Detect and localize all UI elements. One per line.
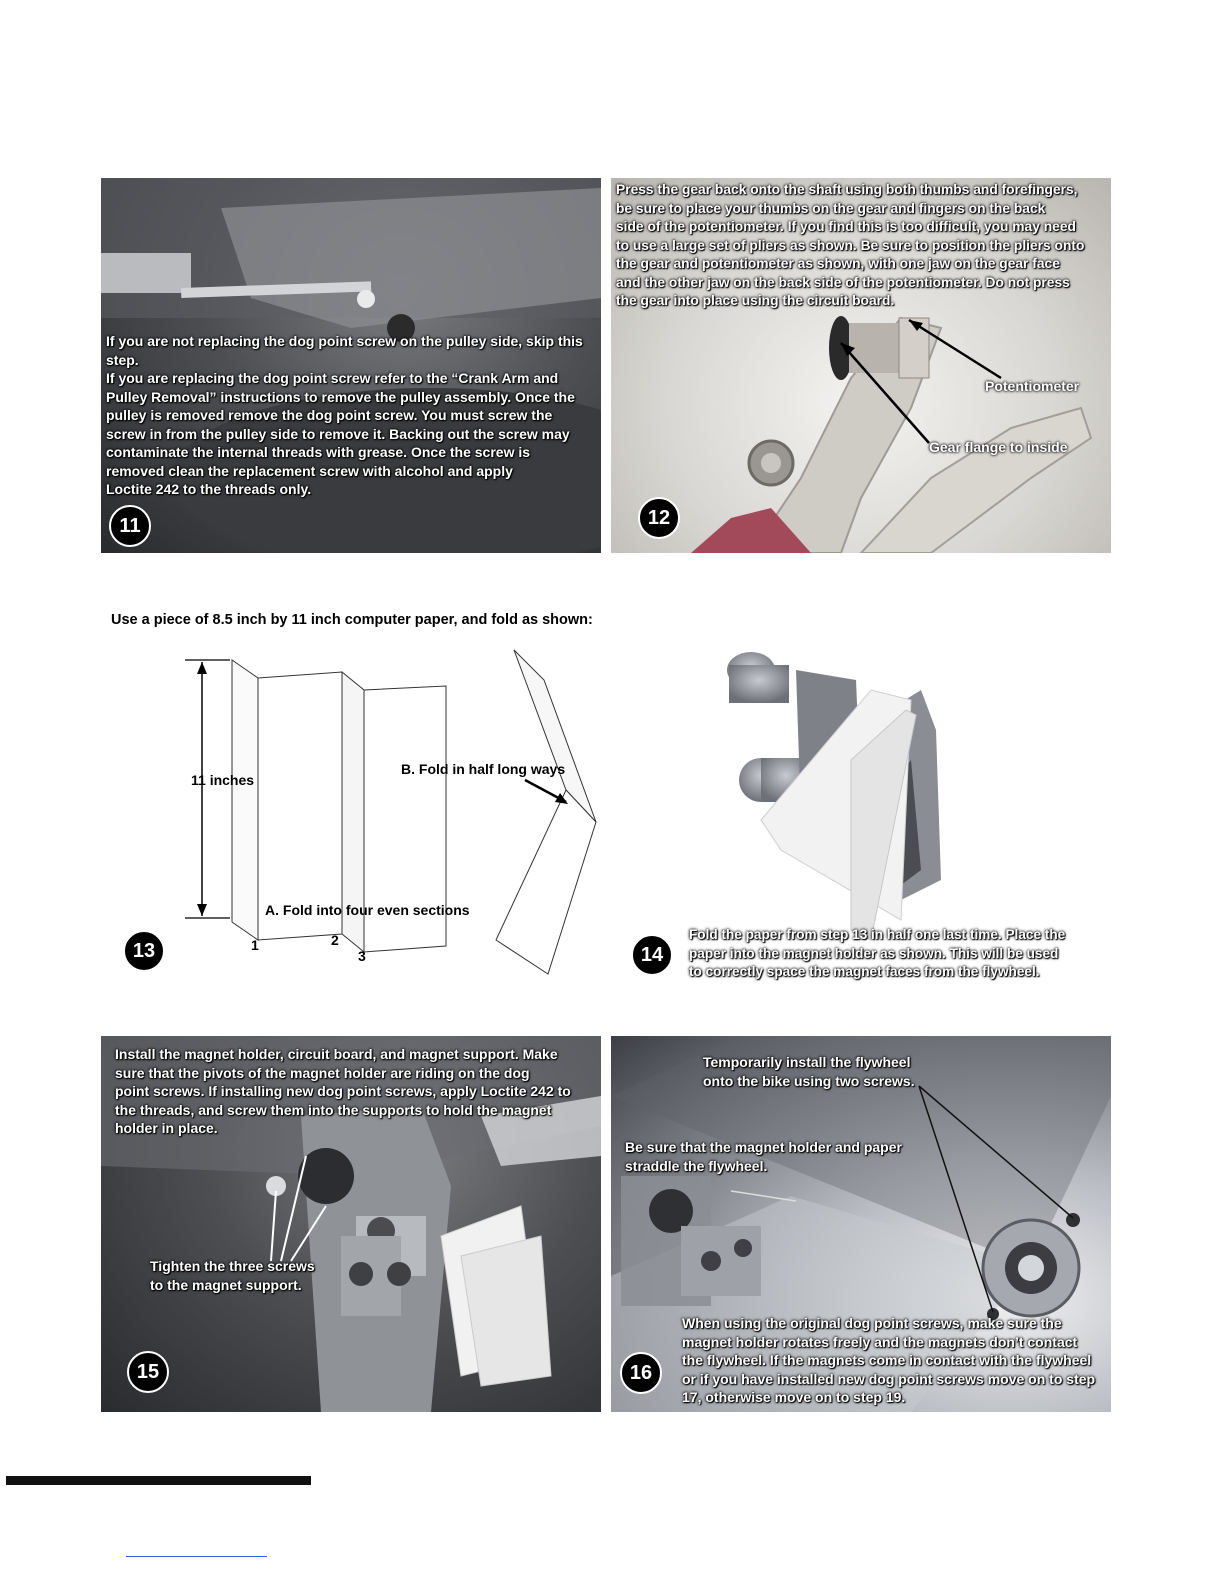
step-12-instructions: Press the gear back onto the shaft using both thumbs and forefingers, be sure to place your thumbs on the gear and fingers on the back side of the potentiometer. If you find this is too difficult, you may need to use a large set of pliers as shown. Be sure to position the pliers onto the gear and potentiometer as shown, with one jaw on the gear face and the other jaw on the back side of the potentiometer. Do not press the gear into place using the circuit board.	[616, 182, 1085, 308]
step-14-badge: 14	[631, 934, 673, 976]
step-11-badge: 11	[109, 505, 151, 547]
footer-link-underline	[126, 1556, 267, 1557]
fold-a-label: A. Fold into four even sections	[265, 902, 470, 918]
paper-fold-diagram	[100, 640, 600, 980]
step-12-badge: 12	[638, 497, 680, 539]
step-11-photo	[101, 178, 601, 553]
step-16-badge: 16	[620, 1352, 662, 1394]
potentiometer-label: Potentiometer	[985, 378, 1080, 394]
step-16-photo	[611, 1036, 1111, 1412]
step-15-instructions: Install the magnet holder, circuit board, and magnet support. Make sure that the pivots of the magnet holder are riding on the dog point screws. If installing new dog point screws, apply Loctite 242 to the threads, and screw them into the supports to hold the magnet holder in place.	[115, 1046, 571, 1136]
step-12-photo	[611, 178, 1111, 553]
step-16-instructions: When using the original dog point screws, make sure the magnet holder rotates freely and the magnets don’t contact the flywheel. If the magnets come in contact with the flywheel or if you have installed new dog point screws move on to step 17, otherwise move on to step 19.	[682, 1315, 1096, 1405]
section-3-label: 3	[358, 948, 366, 964]
step-13-heading: Use a piece of 8.5 inch by 11 inch computer paper, and fold as shown:	[111, 612, 593, 628]
step-14-photo	[611, 640, 1111, 985]
gear-flange-label: Gear flange to inside	[929, 439, 1068, 455]
step-15-badge: 15	[127, 1351, 169, 1393]
straddle-flywheel-label: Be sure that the magnet holder and paper straddle the flywheel.	[625, 1139, 902, 1174]
install-flywheel-label: Temporarily install the flywheel onto the bike using two screws.	[703, 1054, 915, 1089]
step-14-instructions: Fold the paper from step 13 in half one last time. Place the paper into the magnet holder as shown. This will be used to correctly space the magnet faces from the flywheel.	[689, 927, 1066, 979]
step-15-photo	[101, 1036, 601, 1412]
section-2-label: 2	[331, 932, 339, 948]
section-1-label: 1	[251, 937, 259, 953]
height-label: 11 inches	[191, 772, 255, 788]
fold-b-label: B. Fold in half long ways	[401, 761, 566, 777]
tighten-screws-label: Tighten the three screws to the magnet support.	[150, 1258, 315, 1293]
step-13-badge: 13	[123, 930, 165, 972]
step-11-instructions: If you are not replacing the dog point screw on the pulley side, skip this step. If you are replacing the dog point screw refer to the “Crank Arm and Pulley Removal” instructions to remove the pulley assembly. Once the pulley is removed remove the dog point screw. You must screw the screw in from the pulley side to remove it. Backing out the screw may contaminate the internal threads with grease. Once the screw is removed clean the replacement screw with alcohol and apply Loctite 242 to the threads only.	[106, 333, 583, 497]
footer-rule	[6, 1476, 311, 1485]
